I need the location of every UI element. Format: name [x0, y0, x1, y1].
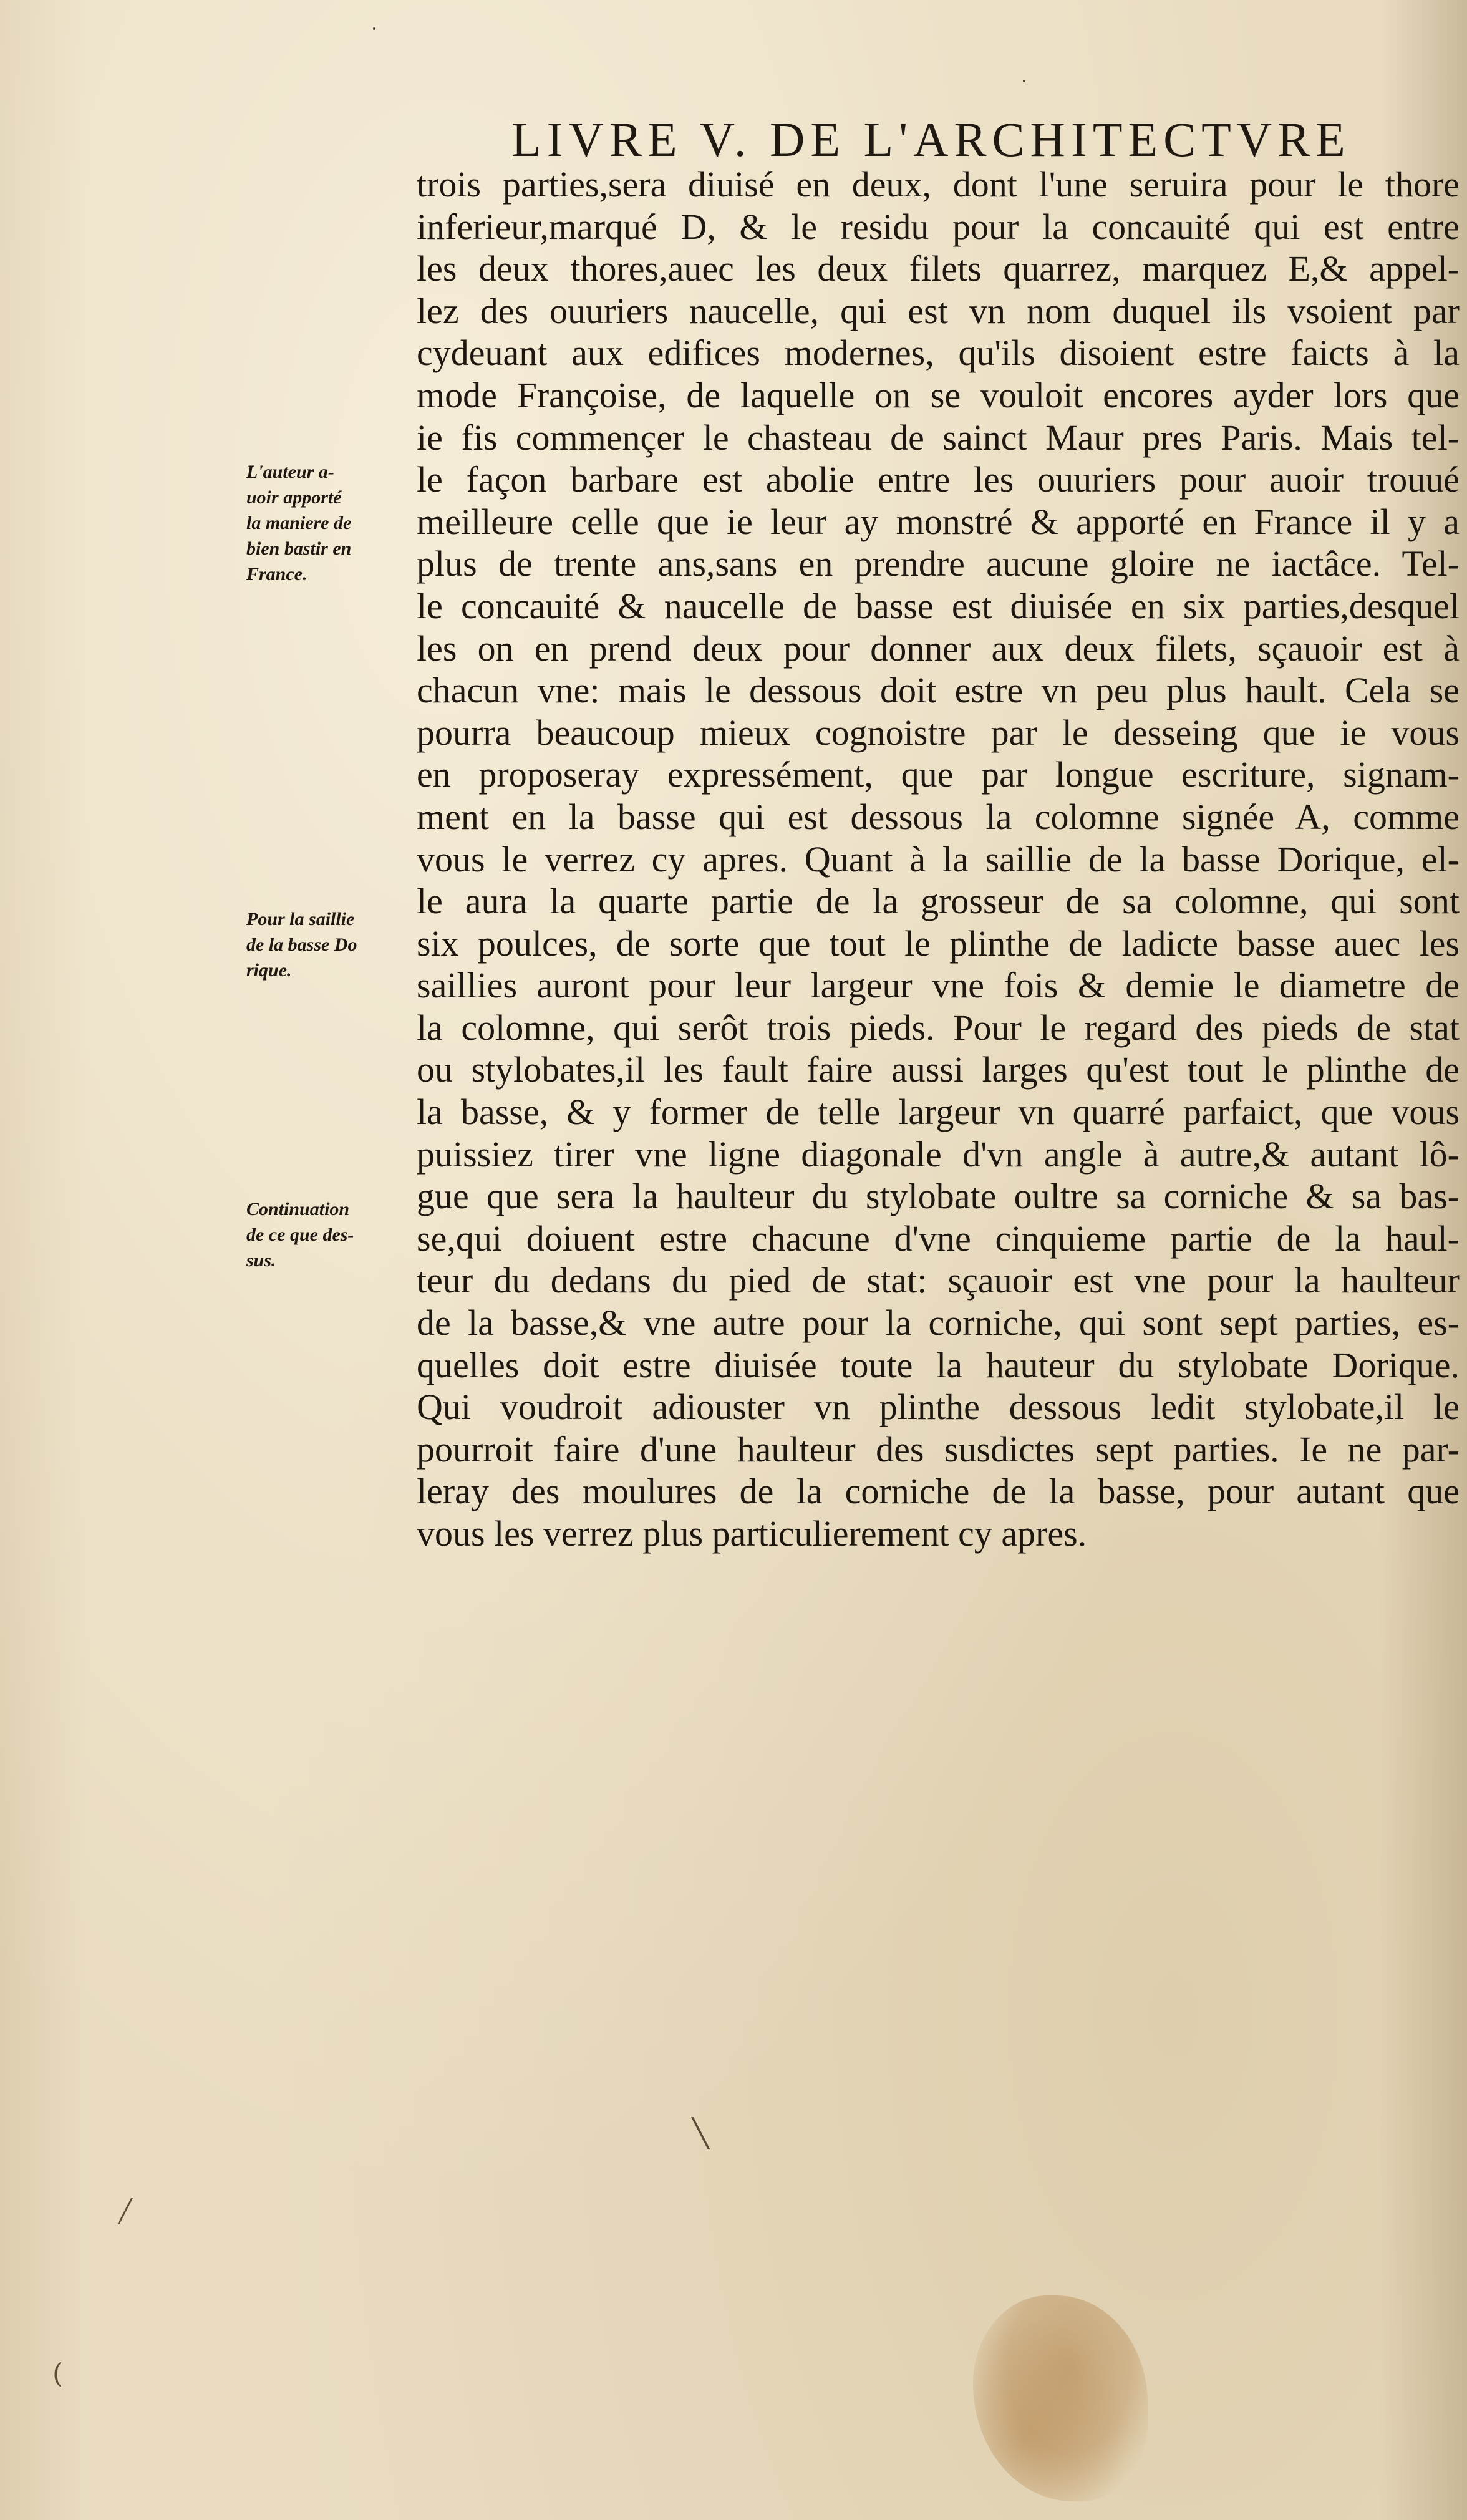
- marginal-line: la maniere de: [246, 513, 352, 533]
- text-line: lez des ouuriers naucelle, qui est vn nom duquel ils vsoient par: [417, 290, 1460, 331]
- text-line: pourra beaucoup mieux cognoistre par le desseing que ie vous: [417, 712, 1460, 753]
- text-line: saillies auront pour leur largeur vne fois & demie le diametre de: [417, 965, 1460, 1006]
- text-line: de la basse,& vne autre pour la corniche, qui sont sept parties, es-: [417, 1302, 1460, 1344]
- marginal-line: Pour la saillie: [246, 909, 355, 929]
- text-line: pourroit faire d'une haulteur des susdictes sept parties. Ie ne par-: [417, 1428, 1460, 1470]
- text-line: cydeuant aux edifices modernes, qu'ils disoient estre faicts à la: [417, 332, 1460, 374]
- text-line: se,qui doiuent estre chacune d'vne cinquieme partie de la haul-: [417, 1218, 1460, 1259]
- marginal-line: Continuation: [246, 1199, 350, 1219]
- marginal-line: rique.: [246, 960, 292, 981]
- marginal-line: France.: [246, 564, 307, 584]
- text-line: chacun vne: mais le dessous doit estre vn peu plus hault. Cela se: [417, 670, 1460, 711]
- text-line: le concauité & naucelle de basse est diuisée en six parties,desquel: [417, 585, 1460, 626]
- text-line-last: vous les verrez plus particulierement cy apres.: [417, 1513, 1087, 1554]
- text-line: ou stylobates,il les fault faire aussi larges qu'est tout le plinthe de: [417, 1049, 1460, 1090]
- marginal-note-continuation: [246, 1196, 415, 1273]
- ink-stroke-mark: ╱: [119, 2199, 132, 2224]
- text-line: en proposeray expressément, que par longue escriture, signam-: [417, 754, 1460, 795]
- text-line: le aura la quarte partie de la grosseur de sa colomne, qui sont: [417, 881, 1460, 922]
- text-line: la basse, & y former de telle largeur vn quarré parfaict, que vous: [417, 1092, 1460, 1133]
- text-line: teur du dedans du pied de stat: sçauoir est vne pour la haulteur: [417, 1260, 1460, 1301]
- text-line: meilleure celle que ie leur ay monstré & apporté en France il y a: [417, 501, 1460, 542]
- text-line: plus de trente ans,sans en prendre aucune gloire ne iactâce. Tel-: [417, 543, 1460, 584]
- text-line: puissiez tirer vne ligne diagonale d'vn angle à autre,& autant lô-: [417, 1133, 1460, 1175]
- ink-stroke-mark: (: [52, 2358, 64, 2390]
- body-text: [417, 163, 1460, 1555]
- text-line: le façon barbare est abolie entre les ouuriers pour auoir trouué: [417, 459, 1460, 500]
- text-line: gue que sera la haulteur du stylobate oultre sa corniche & sa bas-: [417, 1176, 1460, 1217]
- text-line: quelles doit estre diuisée toute la hauteur du stylobate Dorique.: [417, 1344, 1460, 1385]
- marginal-line: L'auteur a-: [246, 462, 334, 482]
- marginal-line: de la basse Do: [246, 934, 357, 955]
- text-line: mode Françoise, de laquelle on se vouloit encores ayder lors que: [417, 374, 1460, 415]
- marginal-line: de ce que des-: [246, 1224, 354, 1245]
- text-line: les deux thores,auec les deux filets quarrez, marquez E,& appel-: [417, 248, 1460, 289]
- text-line: leray des moulures de la corniche de la basse, pour autant que: [417, 1471, 1460, 1512]
- running-head: LIVRE V. DE L'ARCHITECTVRE: [511, 112, 1351, 167]
- text-line: six poulces, de sorte que tout le plinthe de ladicte basse auec les: [417, 923, 1460, 964]
- text-line: ie fis commençer le chasteau de sainct Maur pres Paris. Mais tel-: [417, 417, 1460, 458]
- ink-speck: [1023, 80, 1025, 82]
- marginal-line: sus.: [246, 1250, 276, 1271]
- text-line: la colomne, qui serôt trois pieds. Pour le regard des pieds de stat: [417, 1007, 1460, 1048]
- text-line: trois parties,sera diuisé en deux, dont l'une seruira pour le thore: [417, 164, 1460, 205]
- text-line: inferieur,marqué D, & le residu pour la concauité qui est entre: [417, 206, 1460, 247]
- water-stain: [973, 2295, 1148, 2501]
- marginal-line: uoir apporté: [246, 487, 342, 508]
- ink-speck: [373, 27, 375, 30]
- text-line: vous le verrez cy apres. Quant à la saillie de la basse Dorique, el-: [417, 838, 1460, 880]
- text-line: ment en la basse qui est dessous la colomne signée A, comme: [417, 796, 1460, 837]
- ink-stroke-mark: ╲: [692, 2118, 709, 2149]
- marginal-line: bien bastir en: [246, 538, 352, 559]
- marginal-note-saillie: [246, 906, 415, 983]
- marginal-note-author: [246, 459, 415, 587]
- text-line: les on en prend deux pour donner aux deux filets, sçauoir est à: [417, 628, 1460, 669]
- text-line: Qui voudroit adiouster vn plinthe dessous ledit stylobate,il le: [417, 1387, 1460, 1428]
